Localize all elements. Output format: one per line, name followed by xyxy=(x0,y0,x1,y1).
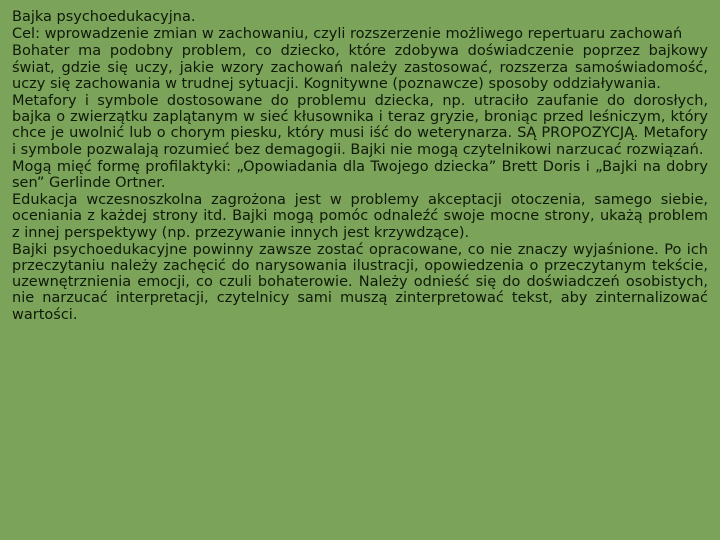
paragraph-processing: Bajki psychoedukacyjne powinny zawsze zostać opracowane, co nie znaczy wyjaśnione. Po ich przeczytaniu należy zachęcić do narysowania ilustracji, opowiedzenia o przeczytanym tekście, uzewnętrznienia emocji, co czuli bohaterowie. Należy odnieść się do doświadczeń osobistych, nie narzucać interpretacji, czytelnicy sami muszą zinterpretować tekst, aby zinternalizować wartości. xyxy=(12,241,708,323)
paragraph-prevention: Mogą mięć formę profilaktyki: „Opowiadania dla Twojego dziecka” Brett Doris i „Bajki na dobry sen” Gerlinde Ortner. xyxy=(12,158,708,192)
paragraph-title: Bajka psychoedukacyjna. xyxy=(12,9,196,25)
paragraph-hero: Bohater ma podobny problem, co dziecko, które zdobywa doświadczenie poprzez bajkowy świat, gdzie się uczy, jakie wzory zachowań należy zastosować, rozszerza samoświadomość, uczy się zachowania w trudnej sytuacji. Kognitywne (poznawcze) sposoby oddziaływania. xyxy=(12,43,708,92)
paragraph-goal: Cel: wprowadzenie zmian w zachowaniu, czyli rozszerzenie możliwego repertuaru zachowań xyxy=(12,26,683,43)
paragraph-early-education: Edukacja wczesnoszkolna zagrożona jest w problemy akceptacji otoczenia, samego siebie, oceniania z każdej strony itd. Bajki mogą pomóc odnaleźć swoje mocne strony, ukażą problem z innej perspektywy (np. przezywanie innych jest krzywdzące). xyxy=(12,192,708,241)
paragraph-metaphors: Metafory i symbole dostosowane do problemu dziecka, np. utraciło zaufanie do dorosłych, bajka o zwierzątku zaplątanym w sieć kłusownika i teraz gryzie, broniąc przed leśniczym, który chce je uwolnić lub o chorym piesku, który musi iść do weterynarza. SĄ PROPOZYCJĄ. Metafory i symbole pozwalają rozumieć bez demagogii. Bajki nie mogą czytelnikowi narzucać rozwiązań. xyxy=(12,93,708,158)
